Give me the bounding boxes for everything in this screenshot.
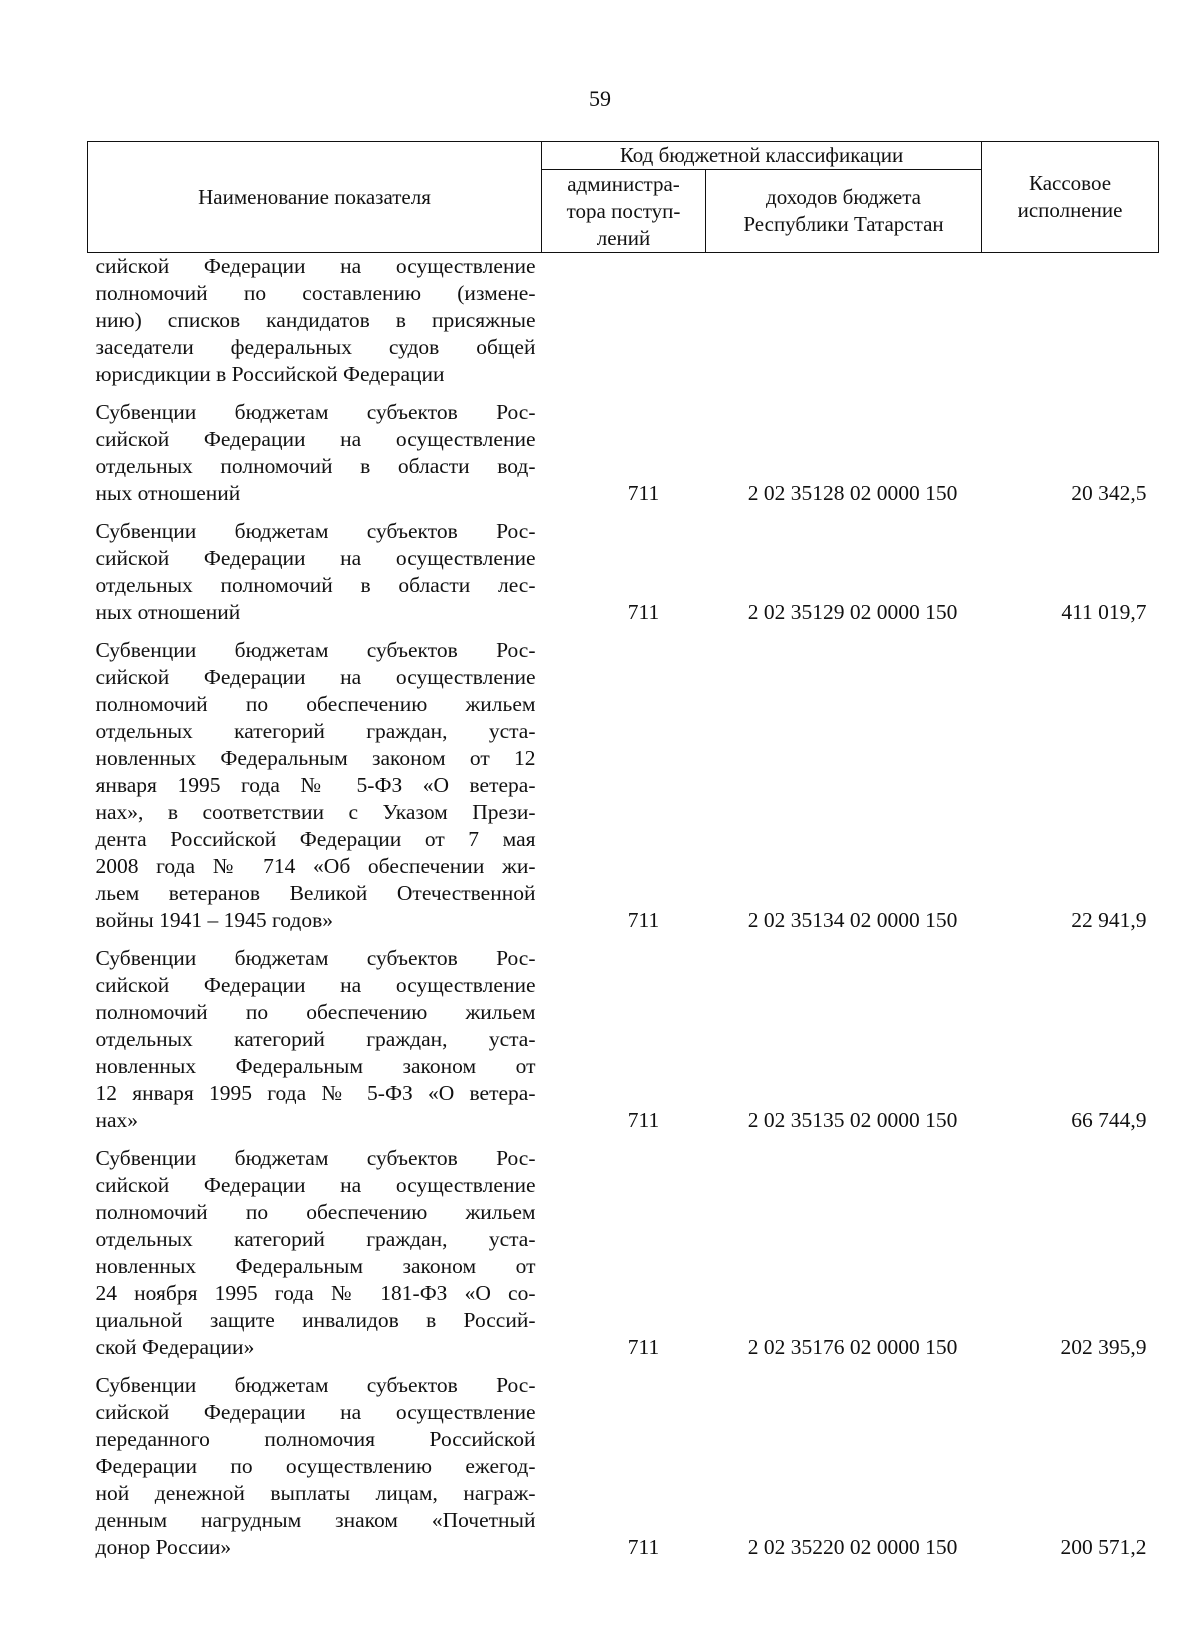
indicator-name-line: отдельных категорий граждан, уста- (95, 719, 536, 743)
table-row (88, 1139, 1159, 1366)
indicator-name-line: Федерации по осуществлению ежегод- (95, 1454, 536, 1478)
indicator-name-line: переданного полномочия Российской (95, 1427, 536, 1451)
table-row (88, 939, 1159, 1139)
indicator-name-line: нах», в соответствии с Указом Прези- (95, 800, 536, 824)
indicator-name-cell (88, 1366, 542, 1566)
header-code-column (706, 170, 982, 253)
indicator-name-line: ской Федерации» (95, 1335, 255, 1359)
indicator-name-line: денным нагрудным знаком «Почетный (95, 1508, 536, 1532)
indicator-name-line: полномочий по составлению (измене- (95, 281, 536, 305)
indicator-name-cell (88, 1139, 542, 1366)
indicator-name-line: войны 1941 – 1945 годов» (95, 908, 333, 932)
indicator-name-line: новленных Федеральным законом от (95, 1054, 536, 1078)
cash-execution-cell: 66 744,9 (1071, 1108, 1147, 1132)
income-code-cell: 2 02 35220 02 0000 150 (747, 1535, 958, 1559)
table-row (88, 393, 1159, 512)
indicator-name-line: отдельных полномочий в области вод- (95, 454, 536, 478)
indicator-name-line: полномочий по обеспечению жильем (95, 1200, 536, 1224)
header-code-line: Республики Татарстан (743, 212, 944, 236)
indicator-name-line: сийской Федерации на осуществление (95, 973, 536, 997)
indicator-name-line: полномочий по обеспечению жильем (95, 1000, 536, 1024)
header-amount-column (982, 142, 1159, 253)
indicator-name-line: сийской Федерации на осуществление (95, 665, 536, 689)
admin-code-cell (542, 253, 706, 394)
table-row (88, 631, 1159, 939)
cash-execution-cell (982, 253, 1159, 394)
indicator-name-line: Субвенции бюджетам субъектов Рос- (95, 946, 536, 970)
budget-table (87, 141, 1159, 1566)
header-admin-line: тора поступ- (566, 198, 681, 223)
indicator-name-line: Субвенции бюджетам субъектов Рос- (95, 1146, 536, 1170)
indicator-name-line: льем ветеранов Великой Отечественной (95, 881, 536, 905)
header-admin-line: лений (596, 225, 651, 250)
header-code-line: доходов бюджета (766, 185, 921, 209)
admin-code-cell: 711 (627, 481, 660, 505)
income-code-cell: 2 02 35176 02 0000 150 (747, 1335, 958, 1359)
indicator-name-line: 2008 года № 714 «Об обеспечении жи- (95, 854, 536, 878)
indicator-name-line: сийской Федерации на осуществление (95, 254, 536, 278)
table-header (88, 142, 1159, 253)
indicator-name-line: сийской Федерации на осуществление (95, 1173, 536, 1197)
cash-execution-cell: 20 342,5 (1071, 481, 1147, 505)
admin-code-cell: 711 (627, 908, 660, 932)
admin-code-cell: 711 (627, 1535, 660, 1559)
indicator-name-cell (88, 393, 542, 512)
table-row (88, 512, 1159, 631)
indicator-name-line: Субвенции бюджетам субъектов Рос- (95, 1373, 536, 1397)
admin-code-cell: 711 (627, 600, 660, 624)
indicator-name-line: сийской Федерации на осуществление (95, 427, 536, 451)
indicator-name-cell (88, 253, 542, 394)
indicator-name-line: новленных Федеральным законом от 12 (95, 746, 536, 770)
indicator-name-cell (88, 939, 542, 1139)
cash-execution-cell: 22 941,9 (1071, 908, 1147, 932)
indicator-name-line: новленных Федеральным законом от (95, 1254, 536, 1278)
indicator-name-line: полномочий по обеспечению жильем (95, 692, 536, 716)
cash-execution-cell: 200 571,2 (1060, 1535, 1147, 1559)
table-body (88, 253, 1159, 1567)
indicator-name-line: января 1995 года № 5-ФЗ «О ветера- (95, 773, 536, 797)
indicator-name-line: циальной защите инвалидов в Россий- (95, 1308, 536, 1332)
indicator-name-line: 24 ноября 1995 года № 181-ФЗ «О со- (95, 1281, 536, 1305)
header-admin-column (542, 170, 706, 253)
header-classification-group: Код бюджетной классификации (542, 142, 982, 170)
indicator-name-line: Субвенции бюджетам субъектов Рос- (95, 519, 536, 543)
indicator-name-line: 12 января 1995 года № 5-ФЗ «О ветера- (95, 1081, 536, 1105)
indicator-name-line: отдельных категорий граждан, уста- (95, 1027, 536, 1051)
indicator-name-line: нах» (95, 1108, 139, 1132)
header-admin-line: администра- (567, 171, 680, 196)
budget-table-container (87, 141, 1158, 1566)
indicator-name-cell (88, 631, 542, 939)
indicator-name-line: отдельных категорий граждан, уста- (95, 1227, 536, 1251)
admin-code-cell: 711 (627, 1335, 660, 1359)
income-code-cell: 2 02 35128 02 0000 150 (747, 481, 958, 505)
indicator-name-line: сийской Федерации на осуществление (95, 546, 536, 570)
indicator-name-line: Субвенции бюджетам субъектов Рос- (95, 400, 536, 424)
income-code-cell: 2 02 35135 02 0000 150 (747, 1108, 958, 1132)
indicator-name-line: заседатели федеральных судов общей (95, 335, 536, 359)
indicator-name-line: дента Российской Федерации от 7 мая (95, 827, 536, 851)
header-name-column: Наименование показателя (88, 142, 542, 253)
admin-code-cell: 711 (627, 1108, 660, 1132)
indicator-name-cell (88, 512, 542, 631)
indicator-name-line: Субвенции бюджетам субъектов Рос- (95, 638, 536, 662)
income-code-cell (706, 253, 982, 394)
income-code-cell: 2 02 35129 02 0000 150 (747, 600, 958, 624)
table-row (88, 1366, 1159, 1566)
cash-execution-cell: 202 395,9 (1060, 1335, 1147, 1359)
indicator-name-line: нию) списков кандидатов в присяжные (95, 308, 536, 332)
indicator-name-line: ных отношений (95, 600, 241, 624)
indicator-name-line: ной денежной выплаты лицам, награж- (95, 1481, 536, 1505)
cash-execution-cell: 411 019,7 (1061, 600, 1147, 624)
page-number: 59 (589, 86, 611, 111)
income-code-cell: 2 02 35134 02 0000 150 (747, 908, 958, 932)
header-amount-line: Кассовое (1028, 171, 1112, 195)
indicator-name-line: сийской Федерации на осуществление (95, 1400, 536, 1424)
indicator-name-line: отдельных полномочий в области лес- (95, 573, 536, 597)
indicator-name-line: юрисдикции в Российской Федерации (95, 362, 445, 386)
indicator-name-line: ных отношений (95, 481, 241, 505)
indicator-name-line: донор России» (95, 1535, 232, 1559)
header-amount-line: исполнение (1017, 198, 1123, 222)
table-row (88, 253, 1159, 394)
